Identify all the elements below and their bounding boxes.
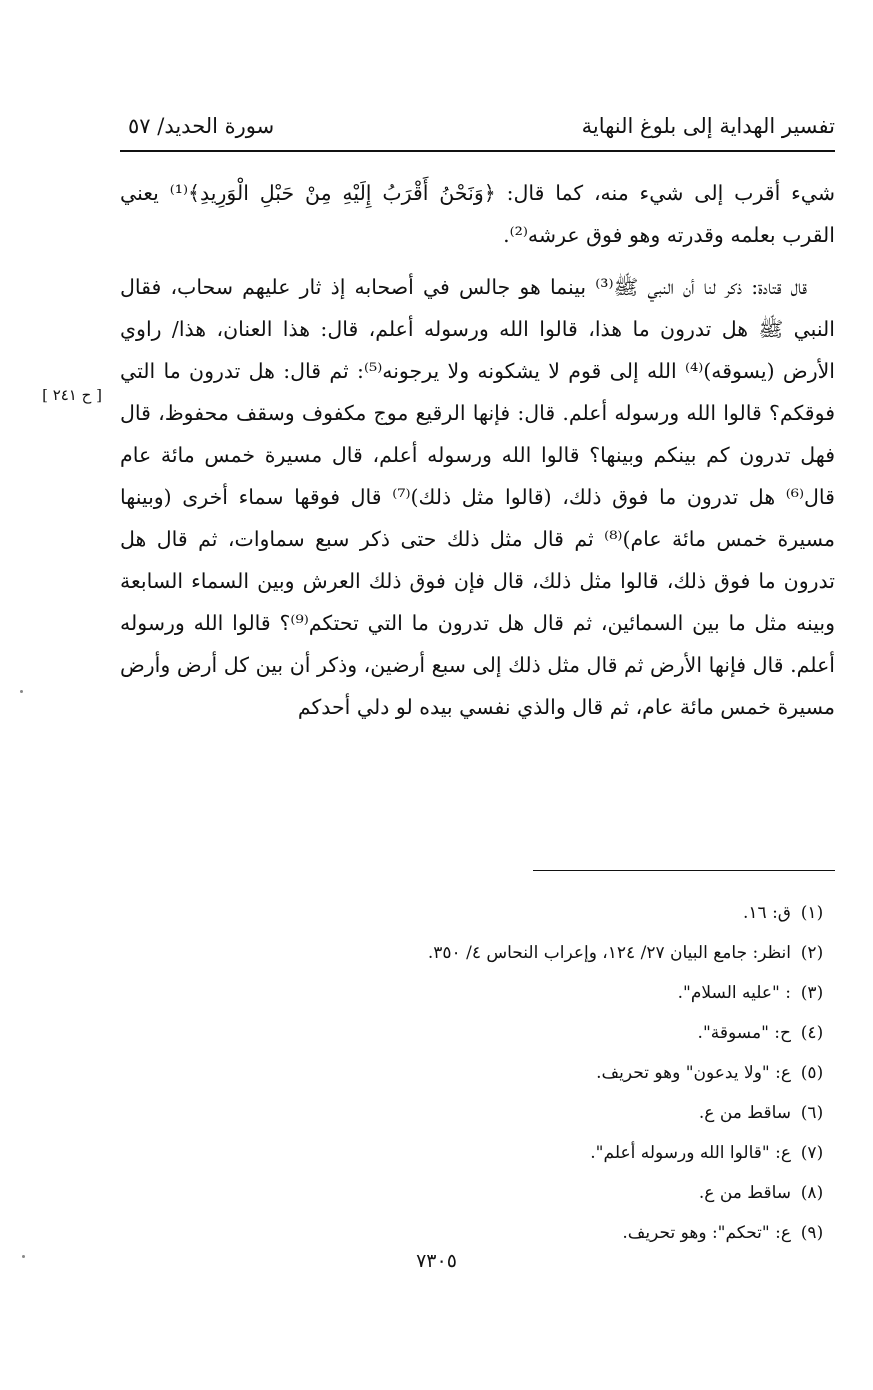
footnote-divider [533,870,835,871]
footnote-number: (٢) [800,943,824,963]
footnote-6 [133,1093,833,1133]
header-divider [120,150,835,152]
manuscript-folio-note: [ ح ٢٤١ ] [42,386,102,404]
scan-speck [22,1255,25,1258]
footnote-text: : "عليه السلام". [677,983,791,1003]
footnote-text: ساقط من ع. [698,1183,791,1203]
running-header [120,108,835,148]
footnote-text: انظر: جامع البيان ٢٧/ ١٢٤، وإعراب النحاس ٤/ ٣٥٠. [427,943,791,963]
footnote-number: (٩) [800,1223,824,1243]
footnote-4 [133,1013,833,1053]
footnote-3 [133,973,833,1013]
book-title: تفسير الهداية إلى بلوغ النهاية [581,114,835,138]
footnote-2 [133,933,833,973]
footnote-8 [133,1173,833,1213]
surah-label: سورة الحديد/ ٥٧ [128,114,275,138]
footnote-9 [133,1213,833,1253]
footnote-number: (٨) [800,1183,824,1203]
footnote-text: ق: ١٦. [743,903,791,923]
footnote-text: ع: "ولا يدعون" وهو تحريف. [596,1063,791,1083]
footnote-1 [133,893,833,933]
paragraph-1: شيء أقرب إلى شيء منه، كما قال: ﴿وَنَحْنُ أَقْرَبُ إِلَيْهِ مِنْ حَبْلِ الْوَرِيدِ﴾⁽¹⁾ يعني القرب بعلمه وقدرته وهو فوق عرشه⁽²⁾. [120,181,835,247]
page-number: ٧٣٠٥ [416,1250,457,1272]
footnote-number: (٦) [800,1103,824,1123]
footnote-7 [133,1133,833,1173]
paragraph-2: قال قتادة: ذكر لنا أن النبي ﷺ⁽³⁾ بينما هو جالس في أصحابه إذ ثار عليهم سحاب، فقال النبي ﷺ هل تدرون ما هذا، قالوا الله ورسوله أعلم، قال: هذا العنان، هذا/ راوي الأرض (يسوقه)⁽⁴⁾ الله إلى قوم لا يشكونه ولا يرجونه⁽⁵⁾: ثم قال: هل تدرون ما التي فوقكم؟ قالوا الله ورسوله أعلم. قال: فإنها الرقيع موج مكفوف وسقف محفوظ، قال فهل تدرون كم بينكم وبينها؟ قالوا الله ورسوله أعلم، قال مسيرة خمس مائة عام قال⁽⁶⁾ هل تدرون ما فوق ذلك، (قالوا مثل ذلك)⁽⁷⁾ قال فوقها سماء أخرى (وبينها مسيرة خمس مائة عام)⁽⁸⁾ ثم قال مثل ذلك حتى ذكر سبع سماوات، ثم قال هل تدرون ما فوق ذلك، قالوا مثل ذلك، قال فإن فوق ذلك العرش وبين السماء السابعة وبينه مثل ما بين السمائين، ثم قال هل تدرون ما التي تحتكم⁽⁹⁾؟ قالوا الله ورسوله أعلم. قال فإنها الأرض ثم قال مثل ذلك إلى سبع أرضين، وذكر أن بين كل أرض وأرض مسيرة خمس مائة عام، ثم قال والذي نفسي بيده لو دلي أحدكم [120,275,835,719]
scan-speck [20,690,23,693]
footnote-number: (٣) [800,983,824,1003]
footnote-5 [133,1053,833,1093]
footnote-text: ساقط من ع. [698,1103,791,1123]
footnote-number: (٤) [800,1023,824,1043]
footnote-text: ع: "قالوا الله ورسوله أعلم". [590,1143,791,1163]
footnote-text: ح: "مسوقة". [697,1023,791,1043]
footnote-number: (٧) [800,1143,824,1163]
footnotes-list [133,893,833,1253]
footnote-number: (٥) [800,1063,824,1083]
main-text [120,172,835,728]
footnote-number: (١) [800,903,824,923]
footnote-text: ع: "تحكم": وهو تحريف. [622,1223,791,1243]
